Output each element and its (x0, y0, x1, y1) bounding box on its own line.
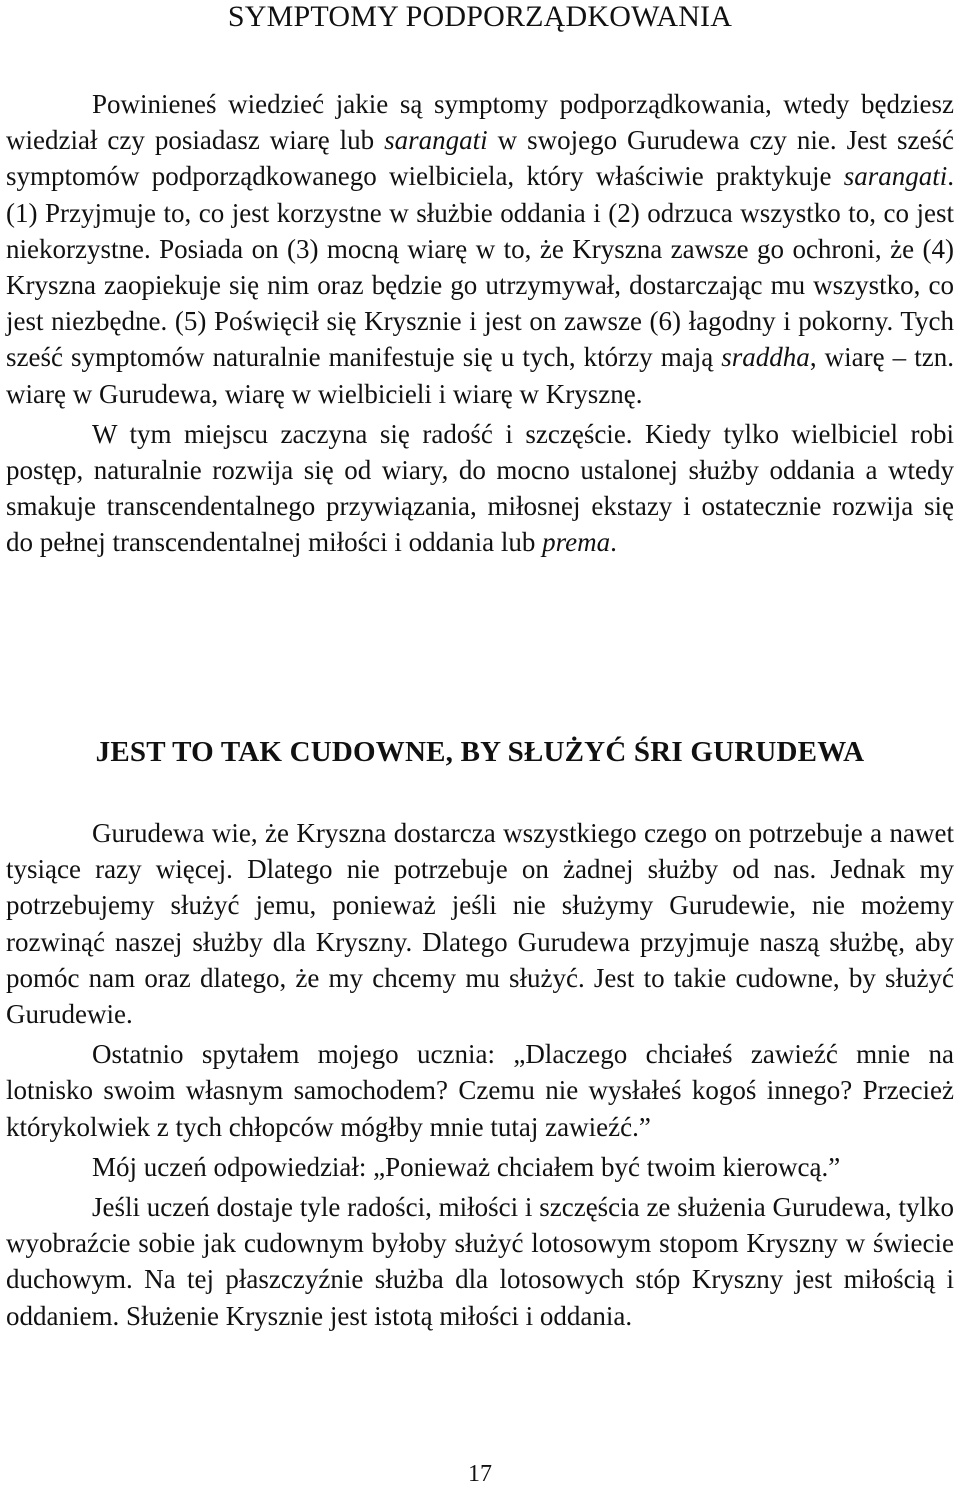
paragraph-text: . (610, 527, 617, 558)
section-title-symptoms: SYMPTOMY PODPORZĄDKOWANIA (227, 0, 733, 33)
paragraph-text: Ostatnio spytałem mojego ucznia: „Dlaczego chciałeś zawieźć mnie na lotnisko swoim własnym samochodem? Czemu nie wysłałeś kogoś innego? Przecież którykolwiek z tych chłopców mógłby mnie tutaj zawieźć.” (6, 1039, 954, 1142)
paragraph-text: Jeśli uczeń dostaje tyle radości, miłości i szczęścia ze służenia Gurudewa, tylko wyobraźcie sobie jak cudownym byłoby służyć lotosowym stopom Kryszny w świecie duchowym. Na tej płaszczyźnie służba dla lotosowych stóp Kryszny jest miłością i oddaniem. Służenie Krysznie jest istotą miłości i oddania. (6, 1192, 954, 1331)
section-body-serving-gurudeva (6, 815, 954, 1334)
paragraph (6, 815, 954, 1032)
paragraph-text: Mój uczeń odpowiedział: „Ponieważ chciałem być twoim kierowcą.” (92, 1151, 841, 1182)
section-title-serving-gurudeva: JEST TO TAK CUDOWNE, BY SŁUŻYĆ ŚRI GURUDEWA (95, 736, 865, 768)
paragraph (6, 86, 954, 412)
paragraph-text: . (1) Przyjmuje to, co jest korzystne w służbie oddania i (2) odrzuca wszystko to, co jest niekorzystne. Posiada on (3) mocną wiarę w to, że Kryszna zawsze go ochroni, że (4) Kryszna zaopiekuje się nim oraz będzie go utrzymywał, dostarczając mu wszystko, co jest niezbędne. (5) Poświęcił się Krysznie i jest on zawsze (6) łagodny i pokorny. Tych sześć symptomów naturalnie manifestuje się u tych, którzy mają (6, 161, 954, 373)
section-body-symptoms (6, 86, 954, 561)
page-number: 17 (468, 1461, 492, 1487)
paragraph (6, 1189, 954, 1334)
paragraph-text: W tym miejscu zaczyna się radość i szczęście. Kiedy tylko wielbiciel robi postęp, naturalnie rozwija się od wiary, do mocno ustalonej służby oddania a wtedy smakuje transcendentalnego przywiązania, miłosnej ekstazy i ostatecznie rozwija się do pełnej transcendentalnej miłości i oddania lub (6, 418, 954, 558)
paragraph-text: w swojego Gurudewa czy nie. Jest sześć symptomów podporządkowanego wielbiciela, który właściwie praktykuje (6, 125, 954, 192)
italic-term: prema (542, 527, 611, 558)
paragraph (6, 1036, 954, 1145)
paragraph (6, 1149, 954, 1185)
italic-term: sarangati (384, 125, 488, 156)
paragraph-text: Powinieneś wiedzieć jakie są symptomy podporządkowania, wtedy będziesz wiedział czy posiadasz wiarę lub (6, 89, 954, 156)
paragraph-text: , wiarę – tzn. wiarę w Gurudewa, wiarę w wielbicieli i wiarę w Krysznę. (6, 342, 954, 409)
italic-term: sarangati (843, 161, 948, 192)
italic-term: sraddha (721, 342, 810, 373)
paragraph (6, 416, 954, 561)
paragraph-text: Gurudewa wie, że Kryszna dostarcza wszystkiego czego on potrzebuje a nawet tysiące razy więcej. Dlatego nie potrzebuje on żadnej służby od nas. Jednak my potrzebujemy służyć jemu, ponieważ jeśli nie służymy Gurudewie, nie możemy rozwinąć naszej służby dla Kryszny. Dlatego Gurudewa przyjmuje naszą służbę, aby pomóc nam oraz dlatego, że my chcemy mu służyć. Jest to takie cudowne, by służyć Gurudewie. (6, 818, 954, 1030)
